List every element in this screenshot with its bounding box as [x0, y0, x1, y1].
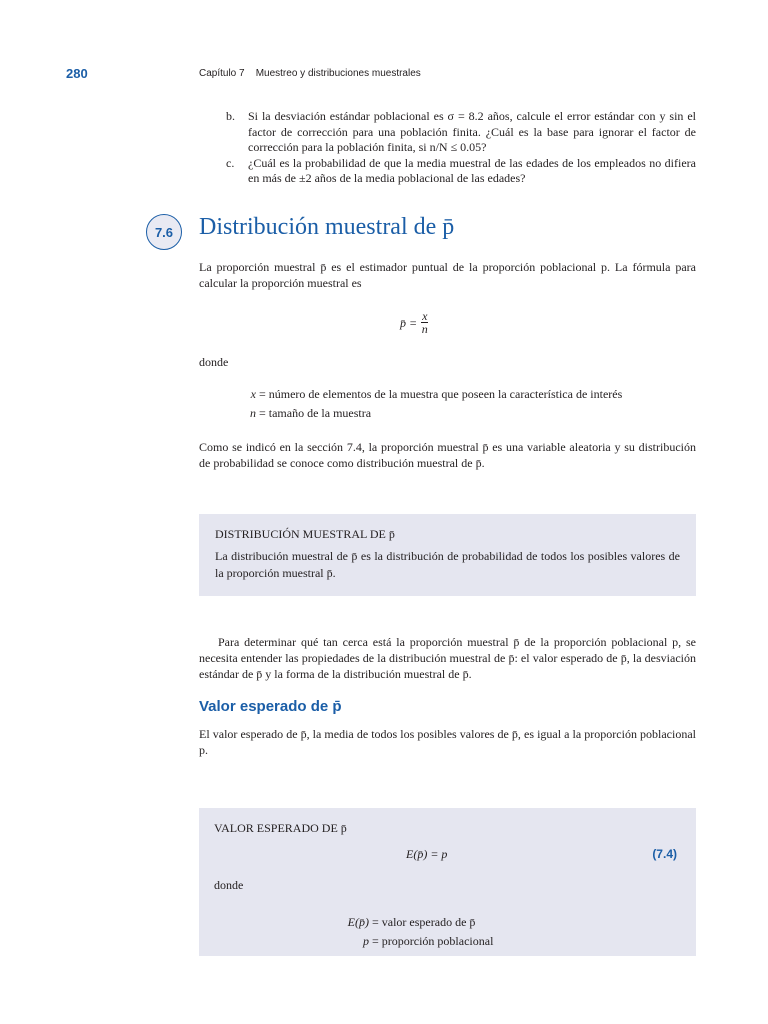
box-definition-list: [325, 913, 493, 951]
definition-box-expected-value: [199, 808, 696, 956]
definition-list: [230, 385, 622, 423]
definition-row: [230, 385, 622, 404]
running-head: Capítulo 7 Muestreo y distribuciones muestrales: [199, 68, 421, 79]
formula-fraction: [421, 310, 428, 336]
exercise-marker: b.: [226, 109, 235, 123]
section-title: Distribución muestral de p̄: [199, 214, 455, 240]
section-number-badge: 7.6: [146, 214, 182, 250]
exercise-item-c: [226, 156, 696, 187]
definition-text: = proporción poblacional: [372, 934, 494, 948]
definition-box-distribution: [199, 514, 696, 596]
exercise-marker: c.: [226, 155, 235, 170]
definition-text: = valor esperado de p̄: [372, 915, 476, 929]
box-heading: VALOR ESPERADO DE p̄: [214, 821, 347, 835]
box-donde-label: donde: [214, 878, 244, 892]
formula-lhs: p̄ =: [400, 315, 418, 330]
definition-row: [325, 932, 493, 951]
box-text: La distribución muestral de p̄ es la distribución de probabilidad de todos los posibles valores de la proporción muestral p̄.: [215, 549, 680, 580]
equation-number: (7.4): [652, 847, 677, 861]
paragraph-properties: Para determinar qué tan cerca está la proporción muestral p̄ de la proporción poblacional p, se necesita entender las propiedades de la distribución muestral de p̄: el valor esperado de p̄, la desviación estándar de p̄ y la forma de la distribución muestral de p̄.: [199, 635, 696, 681]
definition-text: = tamaño de la muestra: [259, 406, 372, 420]
definition-symbol: x: [250, 387, 256, 401]
definition-symbol: p: [363, 934, 369, 948]
expected-value-formula: E(p̄) = p: [406, 847, 448, 861]
definition-row: [325, 913, 493, 932]
exercise-text: ¿Cuál es la probabilidad de que la media muestral de las edades de los empleados no difiera en más de ±2 años de la media poblacional de las edades?: [248, 155, 696, 185]
intro-paragraph: La proporción muestral p̄ es el estimador puntual de la proporción poblacional p. La fórmula para calcular la proporción muestral es: [199, 260, 696, 290]
exercise-text: Si la desviación estándar poblacional es σ = 8.2 años, calcule el error estándar con y sin el factor de corrección para una población finita. ¿Cuál es la base para ignorar el factor de corrección para la población finita, si n/N ≤ 0.05?: [248, 109, 696, 154]
page-number: 280: [66, 66, 88, 81]
formula-numerator: x: [422, 309, 428, 323]
exercise-item-b: [226, 109, 696, 156]
proportion-formula: [400, 310, 428, 336]
paragraph-expected-value: El valor esperado de p̄, la media de todos los posibles valores de p̄, es igual a la proporción poblacional p.: [199, 727, 696, 757]
definition-symbol: E(p̄): [347, 915, 369, 929]
subsection-title: Valor esperado de p̄: [199, 698, 342, 715]
donde-label: donde: [199, 355, 229, 369]
paragraph-random-variable: Como se indicó en la sección 7.4, la proporción muestral p̄ es una variable aleatoria y su distribución de probabilidad se conoce como distribución muestral de p̄.: [199, 440, 696, 470]
definition-symbol: n: [250, 406, 256, 420]
exercise-list: [226, 109, 696, 187]
definition-text: = número de elementos de la muestra que poseen la característica de interés: [259, 387, 623, 401]
box-heading: DISTRIBUCIÓN MUESTRAL DE p̄: [215, 527, 395, 541]
definition-row: [230, 404, 622, 423]
formula-denominator: n: [421, 322, 428, 336]
